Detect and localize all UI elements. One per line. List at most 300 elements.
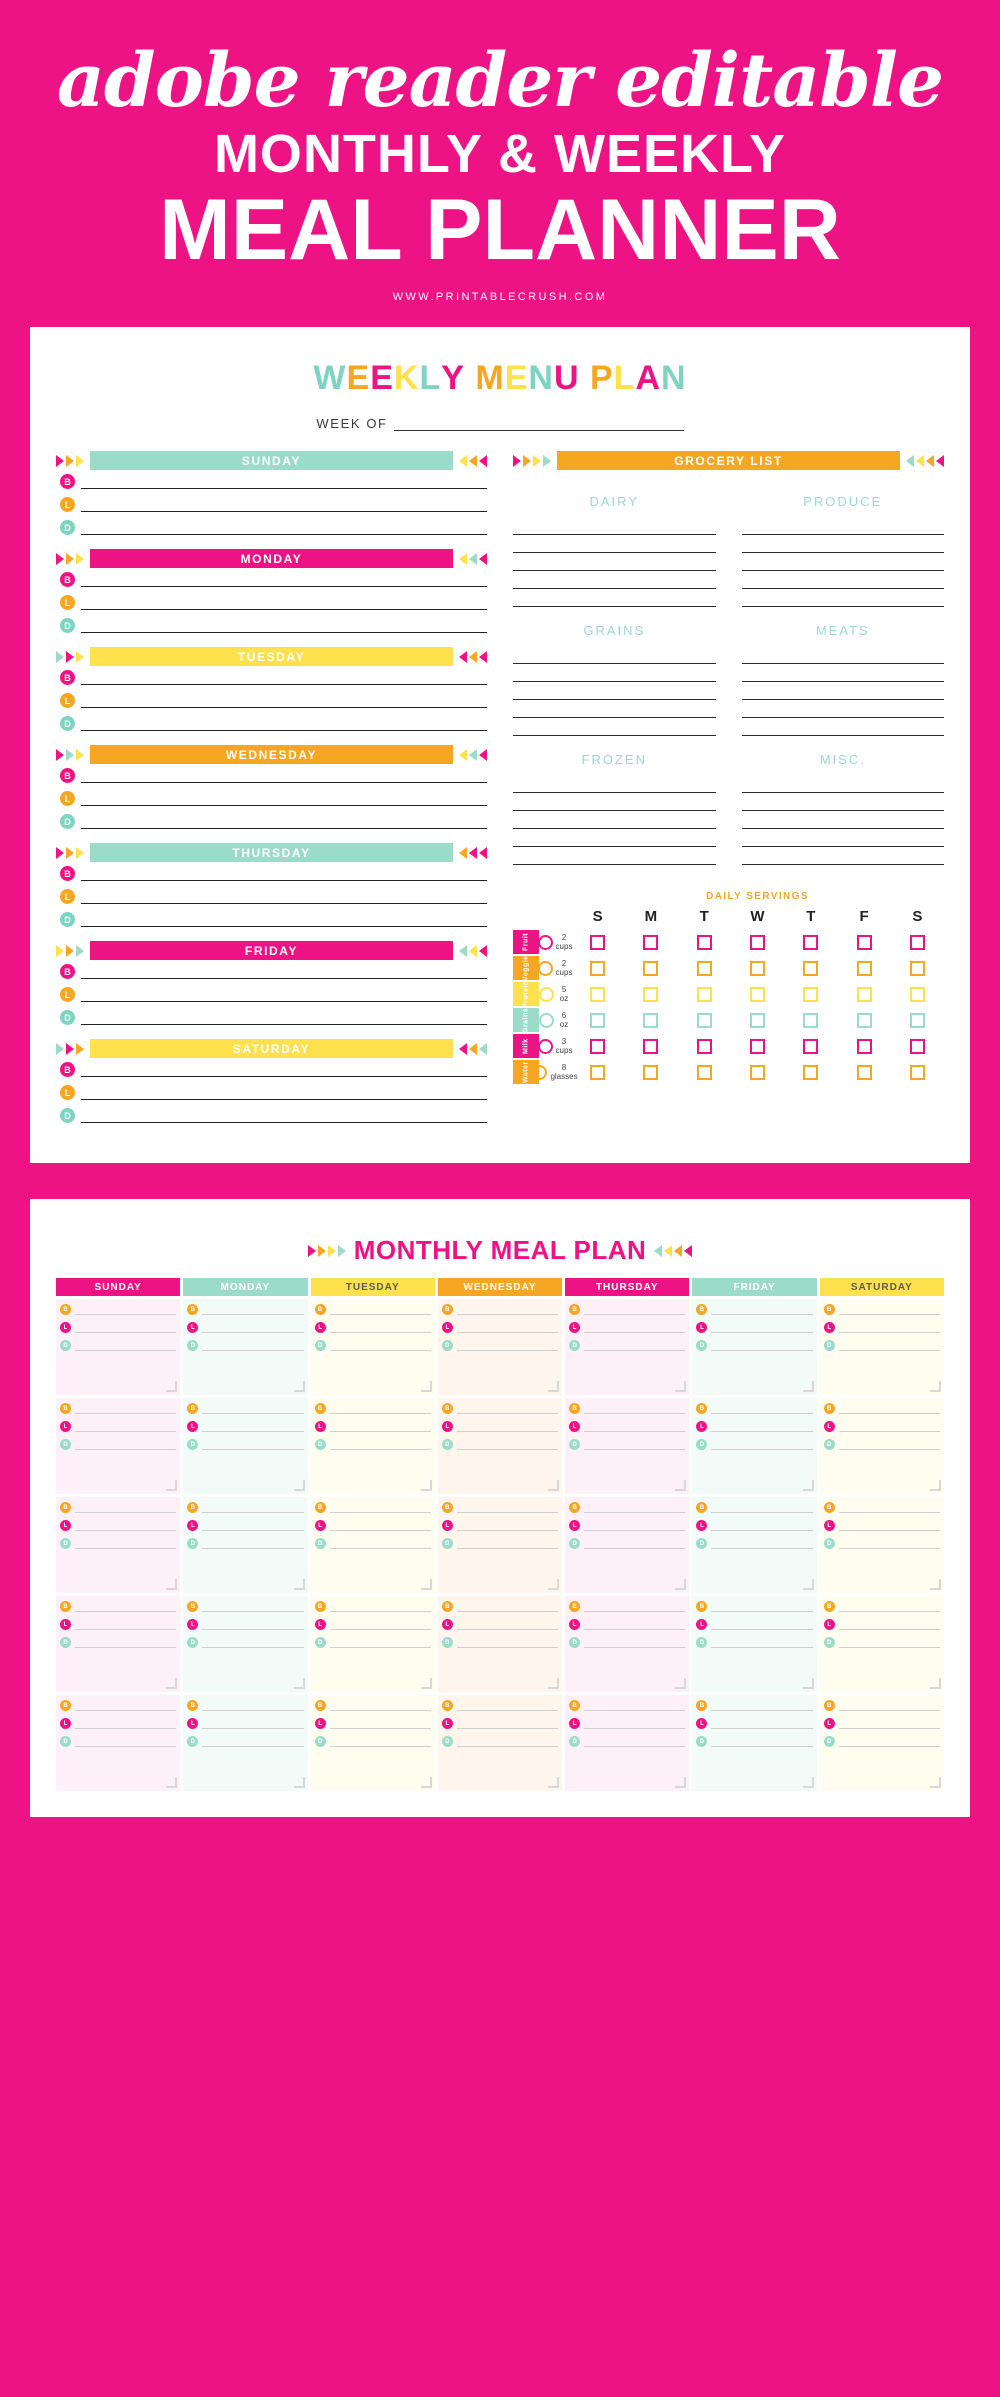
grocery-input-line[interactable] — [742, 646, 945, 664]
meal-input-line[interactable] — [81, 966, 487, 979]
servings-day-header: S — [912, 908, 923, 926]
calendar-cell[interactable] — [820, 1299, 944, 1395]
calendar-meal-input-line[interactable] — [75, 1404, 176, 1414]
calendar-meal-input-line[interactable] — [330, 1602, 431, 1612]
calendar-cell[interactable] — [820, 1695, 944, 1791]
calendar-meal-input-line[interactable] — [202, 1521, 303, 1531]
calendar-meal-input-line[interactable] — [839, 1521, 940, 1531]
calendar-meal-input-line[interactable] — [711, 1404, 812, 1414]
calendar-meal-input-line[interactable] — [839, 1638, 940, 1648]
servings-checkbox-cell[interactable] — [678, 987, 731, 1002]
servings-checkbox-cell[interactable] — [571, 1039, 624, 1054]
servings-checkbox[interactable] — [643, 1065, 658, 1080]
servings-checkbox[interactable] — [910, 1013, 925, 1028]
calendar-meal-input-line[interactable] — [457, 1341, 558, 1351]
calendar-meal-input-line[interactable] — [584, 1341, 685, 1351]
calendar-meal-input-line[interactable] — [839, 1404, 940, 1414]
calendar-meal-input-line[interactable] — [584, 1503, 685, 1513]
calendar-meal-input-line[interactable] — [711, 1719, 812, 1729]
servings-checkbox[interactable] — [910, 987, 925, 1002]
calendar-meal-input-line[interactable] — [75, 1440, 176, 1450]
grocery-input-line[interactable] — [513, 775, 716, 793]
servings-checkbox-cell[interactable] — [891, 1039, 944, 1054]
servings-checkbox[interactable] — [750, 1039, 765, 1054]
servings-checkbox-cell[interactable] — [837, 987, 890, 1002]
day-banner — [56, 647, 487, 666]
calendar-meal-input-line[interactable] — [839, 1701, 940, 1711]
calendar-cell[interactable] — [438, 1398, 562, 1494]
servings-checkbox-cell[interactable] — [891, 935, 944, 950]
servings-checkbox-cell[interactable] — [571, 1013, 624, 1028]
calendar-meal-input-line[interactable] — [75, 1539, 176, 1549]
calendar-meal-input-line[interactable] — [330, 1404, 431, 1414]
calendar-cell[interactable] — [311, 1596, 435, 1692]
calendar-meal-input-line[interactable] — [457, 1422, 558, 1432]
meal-input-line[interactable] — [81, 672, 487, 685]
calendar-meal-input-line[interactable] — [202, 1440, 303, 1450]
calendar-meal-input-line[interactable] — [330, 1503, 431, 1513]
meal-input-line[interactable] — [81, 816, 487, 829]
calendar-meal-input-line[interactable] — [330, 1341, 431, 1351]
servings-checkbox[interactable] — [697, 1039, 712, 1054]
servings-checkbox[interactable] — [857, 961, 872, 976]
servings-checkbox[interactable] — [910, 961, 925, 976]
calendar-meal-input-line[interactable] — [330, 1701, 431, 1711]
calendar-meal-input-line[interactable] — [330, 1422, 431, 1432]
servings-checkbox[interactable] — [750, 987, 765, 1002]
calendar-meal-input-line[interactable] — [839, 1440, 940, 1450]
grocery-input-line[interactable] — [513, 589, 716, 607]
calendar-meal-input-line[interactable] — [330, 1737, 431, 1747]
calendar-meal-input-line[interactable] — [711, 1701, 812, 1711]
servings-checkbox-cell[interactable] — [731, 1065, 784, 1080]
calendar-cell[interactable] — [183, 1596, 307, 1692]
servings-checkbox[interactable] — [803, 961, 818, 976]
week-of-input[interactable] — [394, 416, 684, 431]
servings-checkbox[interactable] — [590, 1039, 605, 1054]
servings-checkbox-cell[interactable] — [784, 987, 837, 1002]
servings-checkbox[interactable] — [910, 935, 925, 950]
servings-checkbox[interactable] — [803, 1065, 818, 1080]
servings-checkbox[interactable] — [643, 987, 658, 1002]
triangle-right-icon — [76, 553, 84, 565]
calendar-meal-input-line[interactable] — [711, 1737, 812, 1747]
servings-checkbox-cell[interactable] — [571, 1065, 624, 1080]
calendar-meal-input-line[interactable] — [202, 1701, 303, 1711]
calendar-meal-input-line[interactable] — [839, 1602, 940, 1612]
calendar-meal-input-line[interactable] — [457, 1539, 558, 1549]
calendar-meal-input-line[interactable] — [584, 1323, 685, 1333]
calendar-meal-input-line[interactable] — [330, 1521, 431, 1531]
calendar-meal-input-line[interactable] — [202, 1404, 303, 1414]
calendar-meal-input-line[interactable] — [839, 1719, 940, 1729]
grocery-input-line[interactable] — [742, 664, 945, 682]
servings-amount — [539, 985, 571, 1003]
calendar-meal-input-line[interactable] — [457, 1323, 558, 1333]
calendar-meal-input-line[interactable] — [75, 1422, 176, 1432]
weekly-title-letter: E — [504, 359, 529, 398]
calendar-meal-input-line[interactable] — [202, 1620, 303, 1630]
servings-checkbox-cell[interactable] — [784, 961, 837, 976]
grocery-input-line[interactable] — [742, 718, 945, 736]
calendar-meal-input-line[interactable] — [330, 1719, 431, 1729]
servings-checkbox-cell[interactable] — [784, 1039, 837, 1054]
calendar-meal-dot-l: L — [442, 1520, 453, 1531]
calendar-meal-row-b — [60, 1502, 176, 1513]
servings-checkbox[interactable] — [750, 1013, 765, 1028]
meal-input-line[interactable] — [81, 499, 487, 512]
servings-checkbox[interactable] — [750, 935, 765, 950]
calendar-meal-input-line[interactable] — [711, 1503, 812, 1513]
calendar-meal-input-line[interactable] — [75, 1305, 176, 1315]
meal-input-line[interactable] — [81, 989, 487, 1002]
calendar-meal-input-line[interactable] — [457, 1701, 558, 1711]
calendar-meal-input-line[interactable] — [584, 1737, 685, 1747]
calendar-cell[interactable] — [311, 1299, 435, 1395]
calendar-meal-row-l — [569, 1718, 685, 1729]
calendar-cell[interactable] — [820, 1596, 944, 1692]
calendar-meal-input-line[interactable] — [839, 1503, 940, 1513]
servings-checkbox[interactable] — [857, 1013, 872, 1028]
servings-checkbox-cell[interactable] — [784, 1013, 837, 1028]
meal-input-line[interactable] — [81, 1064, 487, 1077]
servings-checkbox[interactable] — [910, 1039, 925, 1054]
calendar-corner-icon — [803, 1678, 814, 1689]
calendar-cell[interactable] — [311, 1398, 435, 1494]
calendar-meal-input-line[interactable] — [202, 1602, 303, 1612]
servings-checkbox-cell[interactable] — [624, 961, 677, 976]
grocery-input-line[interactable] — [742, 517, 945, 535]
servings-checkbox-cell[interactable] — [891, 987, 944, 1002]
servings-checkbox[interactable] — [697, 935, 712, 950]
calendar-cell[interactable] — [183, 1299, 307, 1395]
calendar-meal-input-line[interactable] — [839, 1305, 940, 1315]
grocery-input-line[interactable] — [513, 793, 716, 811]
servings-checkbox-cell[interactable] — [837, 1013, 890, 1028]
servings-checkbox[interactable] — [803, 1013, 818, 1028]
calendar-meal-input-line[interactable] — [202, 1323, 303, 1333]
grocery-input-line[interactable] — [742, 829, 945, 847]
servings-checkbox-cell[interactable] — [891, 961, 944, 976]
servings-checkbox-cell[interactable] — [678, 1039, 731, 1054]
meal-input-line[interactable] — [81, 620, 487, 633]
calendar-meal-input-line[interactable] — [839, 1737, 940, 1747]
calendar-meal-input-line[interactable] — [75, 1620, 176, 1630]
servings-checkbox-cell[interactable] — [571, 935, 624, 950]
calendar-cell[interactable] — [438, 1299, 562, 1395]
calendar-meal-input-line[interactable] — [584, 1440, 685, 1450]
calendar-meal-input-line[interactable] — [711, 1602, 812, 1612]
meal-input-line[interactable] — [81, 476, 487, 489]
calendar-cell[interactable] — [311, 1695, 435, 1791]
calendar-meal-input-line[interactable] — [457, 1602, 558, 1612]
calendar-meal-row-l — [696, 1322, 812, 1333]
servings-checkbox-cell[interactable] — [571, 987, 624, 1002]
grocery-input-line[interactable] — [513, 664, 716, 682]
calendar-meal-input-line[interactable] — [711, 1341, 812, 1351]
calendar-cell[interactable] — [692, 1299, 816, 1395]
calendar-meal-input-line[interactable] — [457, 1503, 558, 1513]
servings-checkbox[interactable] — [803, 987, 818, 1002]
calendar-meal-input-line[interactable] — [711, 1422, 812, 1432]
calendar-meal-input-line[interactable] — [584, 1620, 685, 1630]
servings-checkbox[interactable] — [910, 1065, 925, 1080]
calendar-cell[interactable] — [183, 1695, 307, 1791]
grocery-input-line[interactable] — [742, 847, 945, 865]
calendar-cell[interactable] — [56, 1695, 180, 1791]
calendar-cell[interactable] — [56, 1299, 180, 1395]
grocery-input-line[interactable] — [513, 646, 716, 664]
calendar-meal-input-line[interactable] — [584, 1422, 685, 1432]
calendar-cell[interactable] — [692, 1497, 816, 1593]
servings-checkbox-cell[interactable] — [731, 1013, 784, 1028]
grocery-input-line[interactable] — [742, 811, 945, 829]
calendar-meal-input-line[interactable] — [711, 1323, 812, 1333]
calendar-meal-input-line[interactable] — [457, 1305, 558, 1315]
servings-checkbox[interactable] — [803, 935, 818, 950]
servings-checkbox-cell[interactable] — [678, 1065, 731, 1080]
grocery-input-line[interactable] — [742, 793, 945, 811]
servings-checkbox-cell[interactable] — [837, 961, 890, 976]
meal-input-line[interactable] — [81, 1110, 487, 1123]
grocery-input-line[interactable] — [513, 718, 716, 736]
servings-checkbox-cell[interactable] — [731, 935, 784, 950]
calendar-meal-input-line[interactable] — [711, 1539, 812, 1549]
servings-checkbox-cell[interactable] — [784, 935, 837, 950]
grocery-input-line[interactable] — [513, 682, 716, 700]
grocery-input-line[interactable] — [742, 535, 945, 553]
servings-checkbox[interactable] — [697, 987, 712, 1002]
calendar-meal-row-d — [315, 1736, 431, 1747]
servings-checkbox-cell[interactable] — [837, 935, 890, 950]
servings-checkbox-cell[interactable] — [784, 1065, 837, 1080]
calendar-cell[interactable] — [183, 1398, 307, 1494]
calendar-meal-dot-d: D — [442, 1637, 453, 1648]
calendar-meal-input-line[interactable] — [330, 1305, 431, 1315]
servings-checkbox[interactable] — [750, 1065, 765, 1080]
servings-checkbox[interactable] — [750, 961, 765, 976]
grocery-input-line[interactable] — [513, 517, 716, 535]
grocery-input-line[interactable] — [513, 553, 716, 571]
calendar-cell[interactable] — [565, 1695, 689, 1791]
servings-checkbox-cell[interactable] — [731, 961, 784, 976]
calendar-meal-input-line[interactable] — [457, 1521, 558, 1531]
servings-checkbox[interactable] — [697, 1065, 712, 1080]
calendar-meal-input-line[interactable] — [457, 1737, 558, 1747]
calendar-meal-input-line[interactable] — [75, 1701, 176, 1711]
grocery-lines — [513, 775, 716, 865]
calendar-cell[interactable] — [438, 1695, 562, 1791]
calendar-meal-dot-l: L — [187, 1421, 198, 1432]
calendar-meal-input-line[interactable] — [75, 1323, 176, 1333]
servings-checkbox-cell[interactable] — [731, 1039, 784, 1054]
servings-checkbox[interactable] — [643, 935, 658, 950]
servings-checkbox-cell[interactable] — [678, 961, 731, 976]
calendar-cell[interactable] — [565, 1398, 689, 1494]
calendar-meal-input-line[interactable] — [584, 1521, 685, 1531]
calendar-meal-input-line[interactable] — [202, 1737, 303, 1747]
calendar-meal-input-line[interactable] — [330, 1620, 431, 1630]
servings-checkbox[interactable] — [697, 961, 712, 976]
calendar-meal-input-line[interactable] — [202, 1305, 303, 1315]
calendar-meal-input-line[interactable] — [75, 1341, 176, 1351]
grocery-input-line[interactable] — [513, 829, 716, 847]
calendar-meal-input-line[interactable] — [457, 1620, 558, 1630]
servings-checkbox[interactable] — [803, 1039, 818, 1054]
servings-checkbox-cell[interactable] — [624, 935, 677, 950]
calendar-cell[interactable] — [692, 1398, 816, 1494]
grocery-input-line[interactable] — [513, 811, 716, 829]
calendar-meal-input-line[interactable] — [75, 1638, 176, 1648]
grocery-input-line[interactable] — [742, 571, 945, 589]
calendar-meal-input-line[interactable] — [202, 1422, 303, 1432]
calendar-cell[interactable] — [820, 1398, 944, 1494]
meal-input-line[interactable] — [81, 718, 487, 731]
meal-input-line[interactable] — [81, 597, 487, 610]
calendar-meal-input-line[interactable] — [711, 1440, 812, 1450]
grocery-input-line[interactable] — [742, 682, 945, 700]
calendar-cell[interactable] — [183, 1497, 307, 1593]
calendar-meal-input-line[interactable] — [584, 1701, 685, 1711]
calendar-meal-input-line[interactable] — [584, 1719, 685, 1729]
calendar-meal-input-line[interactable] — [202, 1539, 303, 1549]
calendar-cell[interactable] — [56, 1497, 180, 1593]
servings-checkbox[interactable] — [857, 1039, 872, 1054]
calendar-cell[interactable] — [56, 1596, 180, 1692]
servings-checkbox-cell[interactable] — [891, 1013, 944, 1028]
servings-checkbox-cell[interactable] — [891, 1065, 944, 1080]
servings-checkbox-cell[interactable] — [624, 987, 677, 1002]
servings-checkbox[interactable] — [590, 961, 605, 976]
calendar-meal-input-line[interactable] — [711, 1620, 812, 1630]
calendar-meal-dot-b: B — [315, 1601, 326, 1612]
meal-input-line[interactable] — [81, 522, 487, 535]
meal-input-line[interactable] — [81, 1012, 487, 1025]
grocery-input-line[interactable] — [513, 847, 716, 865]
calendar-meal-input-line[interactable] — [330, 1638, 431, 1648]
servings-checkbox-cell[interactable] — [624, 1039, 677, 1054]
calendar-meal-input-line[interactable] — [75, 1521, 176, 1531]
calendar-meal-input-line[interactable] — [457, 1404, 558, 1414]
meal-input-line[interactable] — [81, 1087, 487, 1100]
calendar-meal-input-line[interactable] — [75, 1503, 176, 1513]
meal-input-line[interactable] — [81, 891, 487, 904]
grocery-input-line[interactable] — [742, 589, 945, 607]
calendar-cell[interactable] — [565, 1497, 689, 1593]
calendar-meal-input-line[interactable] — [457, 1719, 558, 1729]
calendar-meal-input-line[interactable] — [584, 1602, 685, 1612]
servings-checkbox-cell[interactable] — [731, 987, 784, 1002]
grocery-input-line[interactable] — [513, 571, 716, 589]
meal-input-line[interactable] — [81, 793, 487, 806]
servings-checkbox-cell[interactable] — [678, 1013, 731, 1028]
servings-checkbox-cell[interactable] — [624, 1013, 677, 1028]
calendar-cell[interactable] — [820, 1497, 944, 1593]
calendar-meal-input-line[interactable] — [584, 1305, 685, 1315]
grocery-input-line[interactable] — [513, 535, 716, 553]
meal-input-line[interactable] — [81, 770, 487, 783]
calendar-meal-input-line[interactable] — [202, 1638, 303, 1648]
calendar-meal-input-line[interactable] — [584, 1638, 685, 1648]
servings-checkbox[interactable] — [590, 1065, 605, 1080]
calendar-meal-input-line[interactable] — [839, 1422, 940, 1432]
servings-checkbox[interactable] — [643, 961, 658, 976]
week-of-field[interactable] — [56, 416, 944, 431]
servings-checkbox[interactable] — [590, 1013, 605, 1028]
calendar-meal-input-line[interactable] — [839, 1620, 940, 1630]
grocery-input-line[interactable] — [742, 553, 945, 571]
calendar-meal-input-line[interactable] — [330, 1323, 431, 1333]
calendar-meal-input-line[interactable] — [584, 1404, 685, 1414]
triangle-left-icon — [469, 553, 477, 565]
meal-input-line[interactable] — [81, 868, 487, 881]
calendar-meal-input-line[interactable] — [202, 1719, 303, 1729]
calendar-meal-input-line[interactable] — [839, 1539, 940, 1549]
servings-checkbox-cell[interactable] — [837, 1039, 890, 1054]
calendar-cell[interactable] — [692, 1596, 816, 1692]
meal-dot-b: B — [60, 474, 75, 489]
triangle-left-icon — [459, 945, 467, 957]
servings-checkbox[interactable] — [590, 987, 605, 1002]
grocery-input-line[interactable] — [513, 700, 716, 718]
calendar-meal-input-line[interactable] — [202, 1341, 303, 1351]
calendar-meal-input-line[interactable] — [202, 1503, 303, 1513]
calendar-cell[interactable] — [565, 1299, 689, 1395]
meal-input-line[interactable] — [81, 574, 487, 587]
calendar-cell[interactable] — [438, 1596, 562, 1692]
servings-checkbox[interactable] — [857, 987, 872, 1002]
calendar-cell[interactable] — [692, 1695, 816, 1791]
calendar-meal-input-line[interactable] — [711, 1638, 812, 1648]
calendar-corner-icon — [803, 1777, 814, 1788]
meal-dot-b: B — [60, 670, 75, 685]
calendar-meal-input-line[interactable] — [711, 1305, 812, 1315]
calendar-cell[interactable] — [565, 1596, 689, 1692]
calendar-cell[interactable] — [311, 1497, 435, 1593]
calendar-meal-input-line[interactable] — [75, 1602, 176, 1612]
servings-checkbox[interactable] — [643, 1039, 658, 1054]
calendar-meal-input-line[interactable] — [457, 1440, 558, 1450]
calendar-meal-input-line[interactable] — [711, 1521, 812, 1531]
grocery-input-line[interactable] — [742, 700, 945, 718]
servings-checkbox-cell[interactable] — [837, 1065, 890, 1080]
calendar-meal-input-line[interactable] — [330, 1539, 431, 1549]
calendar-meal-dot-d: D — [824, 1637, 835, 1648]
calendar-meal-input-line[interactable] — [839, 1341, 940, 1351]
servings-checkbox-cell[interactable] — [678, 935, 731, 950]
calendar-cell[interactable] — [438, 1497, 562, 1593]
grocery-input-line[interactable] — [742, 775, 945, 793]
servings-checkbox[interactable] — [857, 1065, 872, 1080]
day-banner — [56, 941, 487, 960]
calendar-meal-input-line[interactable] — [584, 1539, 685, 1549]
calendar-meal-input-line[interactable] — [75, 1719, 176, 1729]
servings-checkbox-cell[interactable] — [571, 961, 624, 976]
servings-checkbox-cell[interactable] — [624, 1065, 677, 1080]
calendar-meal-input-line[interactable] — [839, 1323, 940, 1333]
meal-input-line[interactable] — [81, 914, 487, 927]
servings-checkbox[interactable] — [697, 1013, 712, 1028]
meal-input-line[interactable] — [81, 695, 487, 708]
calendar-meal-row-l — [696, 1718, 812, 1729]
calendar-meal-input-line[interactable] — [457, 1638, 558, 1648]
servings-checkbox[interactable] — [590, 935, 605, 950]
servings-checkbox[interactable] — [643, 1013, 658, 1028]
calendar-meal-input-line[interactable] — [330, 1440, 431, 1450]
calendar-meal-input-line[interactable] — [75, 1737, 176, 1747]
calendar-cell[interactable] — [56, 1398, 180, 1494]
servings-checkbox[interactable] — [857, 935, 872, 950]
